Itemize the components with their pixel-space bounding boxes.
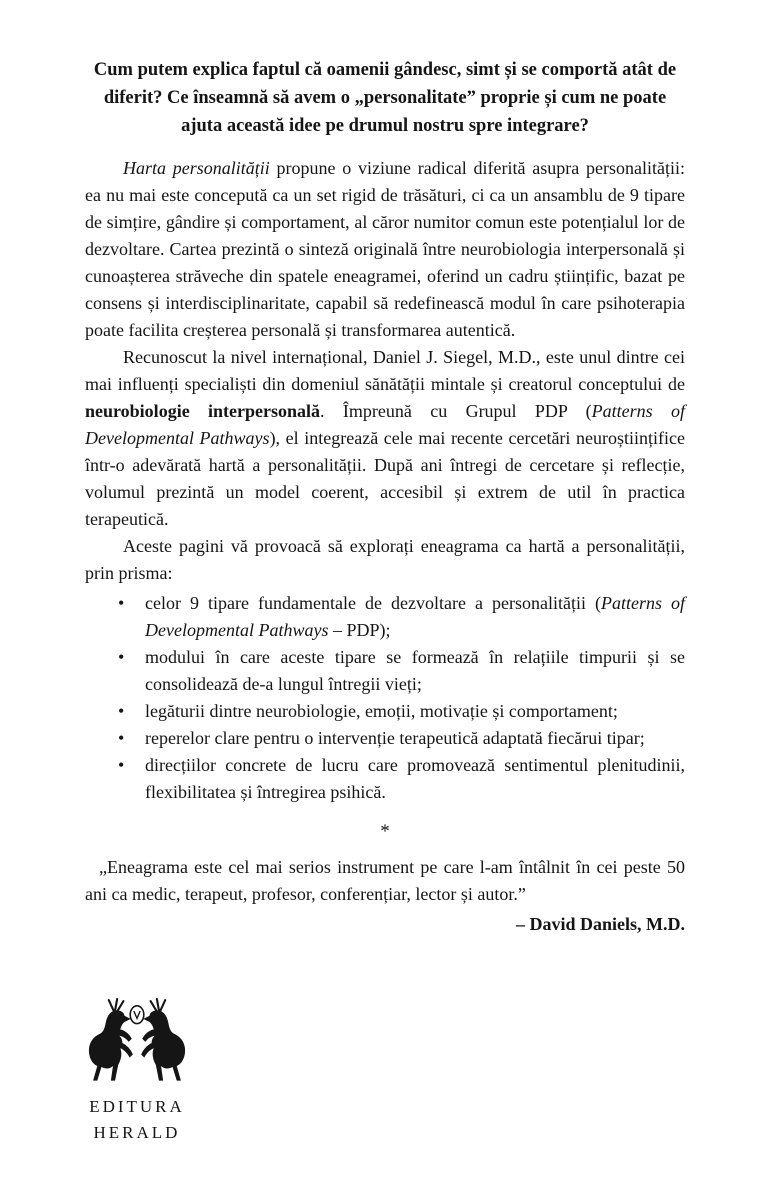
text-run: Aceste pagini vă provoacă să explorați eneagrama ca hartă a personalității, prin prisma: bbox=[85, 536, 685, 583]
paragraph-invitation bbox=[85, 533, 685, 587]
list-item bbox=[145, 752, 685, 806]
text-run: direcțiilor concrete de lucru care promovează sentimentul plenitudinii, flexibilitatea și întregirea psihică. bbox=[145, 755, 685, 802]
paragraph-author-bio bbox=[85, 344, 685, 533]
editura-herald-logo bbox=[77, 998, 197, 1090]
text-run: neurobiologie interpersonală bbox=[85, 401, 321, 421]
page-content bbox=[85, 56, 685, 935]
paragraph-book-description bbox=[85, 155, 685, 344]
section-separator-asterisk: * bbox=[380, 821, 390, 842]
text-run: legăturii dintre neurobiologie, emoții, motivație și comportament; bbox=[145, 701, 618, 721]
text-run: celor 9 tipare fundamentale de dezvoltare a personalității ( bbox=[145, 593, 601, 613]
text-run: Patterns of Developmental Pathways bbox=[85, 401, 685, 448]
text-run: Patterns of Developmental Pathways bbox=[145, 593, 685, 640]
list-item bbox=[145, 644, 685, 698]
publisher-name-line1: EDITURA bbox=[89, 1097, 185, 1116]
bullet-list bbox=[85, 590, 685, 806]
text-run: . Împreună cu Grupul PDP ( bbox=[320, 401, 592, 421]
list-item bbox=[145, 590, 685, 644]
text-run: – PDP); bbox=[328, 620, 391, 640]
quote-attribution: – David Daniels, M.D. bbox=[515, 914, 685, 934]
page-title: Cum putem explica faptul că oamenii gândesc, simt și se comportă atât de diferit? Ce înseamnă să avem o „personalitate” proprie și cum ne poate ajuta această idee pe drumul nostru spre integrare? bbox=[93, 60, 677, 136]
list-item bbox=[145, 725, 685, 752]
text-run: propune o viziune radical diferită asupra personalității: ea nu mai este concepută ca un set rigid de trăsături, ci ca un ansamblu de 9 tipare de simțire, gândire și comportament, al căror numitor comun este potențialul lor de dezvoltare. Cartea prezintă o sinteză originală între neurobiologia interpersonală și cunoașterea străveche din spatele eneagramei, oferind un cadru științific, bazat pe consens și interdisciplinaritate, capabil să redefinească modul în care psihoterapia poate facilita creșterea personală și transformarea autentică. bbox=[85, 158, 685, 340]
list-item bbox=[145, 698, 685, 725]
text-run: modului în care aceste tipare se formează în relațiile timpurii și se consolidează de-a lungul întregii vieți; bbox=[145, 647, 685, 694]
text-run: Recunoscut la nivel internațional, Daniel J. Siegel, M.D., este unul dintre cei mai influenți specialiști din domeniul sănătății mintale și creatorul conceptului de bbox=[85, 347, 685, 394]
text-run: ), el integrează cele mai recente cercetări neuroștiințifice într-o adevărată hartă a personalității. După ani întregi de cercetare și reflecție, volumul prezintă un model coerent, accesibil și extrem de util în practica terapeutică. bbox=[85, 428, 685, 529]
text-run: reperelor clare pentru o intervenție terapeutică adaptată fiecărui tipar; bbox=[145, 728, 645, 748]
text-run: Harta personalității bbox=[123, 158, 270, 178]
endorsement-quote: „Eneagrama este cel mai serios instrument pe care l-am întâlnit în cei peste 50 ani ca medic, terapeut, profesor, conferențiar, lector și autor.” bbox=[85, 857, 685, 904]
publisher-block bbox=[72, 998, 202, 1146]
publisher-name-line2: HERALD bbox=[93, 1123, 181, 1142]
